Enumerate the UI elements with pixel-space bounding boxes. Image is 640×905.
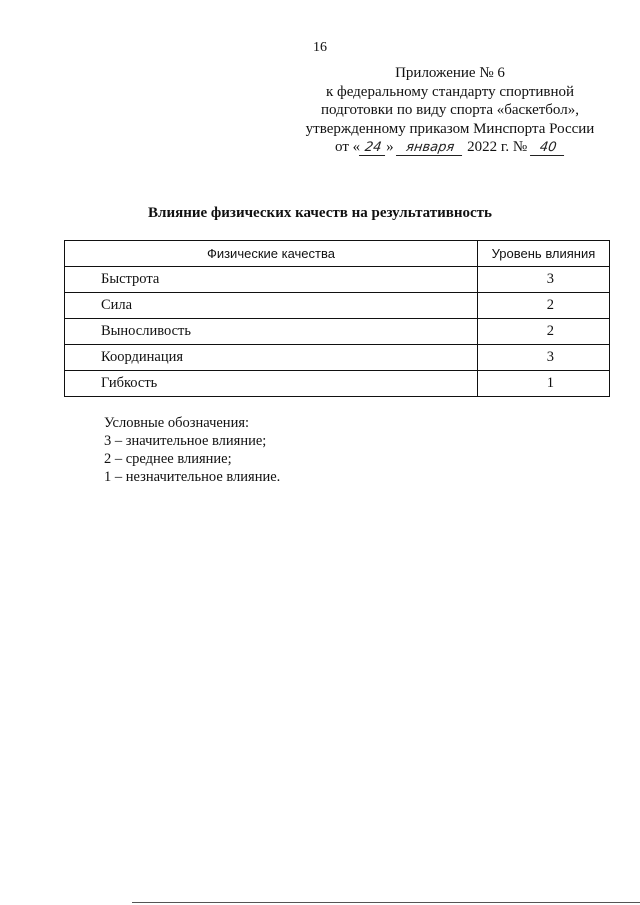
legend-heading: Условные обозначения:	[104, 415, 250, 431]
appendix-line-standard: к федеральному стандарту спортивной	[325, 83, 575, 100]
level-cell: 3	[477, 345, 609, 371]
page-number: 16	[313, 40, 327, 55]
qualities-table	[64, 240, 610, 397]
table-row	[65, 345, 610, 371]
table-row	[65, 267, 610, 293]
appendix-line-sport: подготовки по виду спорта «баскетбол»,	[321, 102, 579, 118]
bottom-scan-edge	[132, 902, 640, 903]
column-header-level: Уровень влияния	[477, 241, 609, 267]
date-year: 2022 г. №	[467, 139, 528, 155]
table-header-row	[65, 241, 610, 267]
date-prefix: от «	[335, 139, 361, 155]
handwritten-day: 24	[359, 141, 387, 156]
level-cell: 3	[477, 267, 609, 293]
document-title: Влияние физических качеств на результативность	[148, 205, 492, 221]
legend-item: 3 – значительное влияние;	[104, 433, 267, 449]
table-row	[65, 371, 610, 397]
table-row	[65, 319, 610, 345]
level-cell: 2	[477, 293, 609, 319]
column-header-quality: Физические качества	[65, 241, 478, 267]
legend-item: 2 – среднее влияние;	[104, 451, 232, 467]
quality-cell: Координация	[65, 345, 478, 371]
handwritten-order-number: 40	[530, 141, 566, 156]
legend	[104, 414, 280, 486]
appendix-header	[290, 64, 610, 157]
quality-cell: Быстрота	[65, 267, 478, 293]
level-cell: 1	[477, 371, 609, 397]
quality-cell: Сила	[65, 293, 478, 319]
table-row	[65, 293, 610, 319]
quality-cell: Гибкость	[65, 371, 478, 397]
appendix-line-order: утвержденному приказом Минспорта России	[305, 120, 595, 137]
quality-cell: Выносливость	[65, 319, 478, 345]
legend-item: 1 – незначительное влияние.	[104, 469, 281, 485]
appendix-date-line	[290, 138, 610, 157]
appendix-number: Приложение № 6	[395, 65, 505, 81]
level-cell: 2	[477, 319, 609, 345]
handwritten-month: января	[396, 141, 464, 156]
date-day-suffix: »	[386, 139, 394, 155]
